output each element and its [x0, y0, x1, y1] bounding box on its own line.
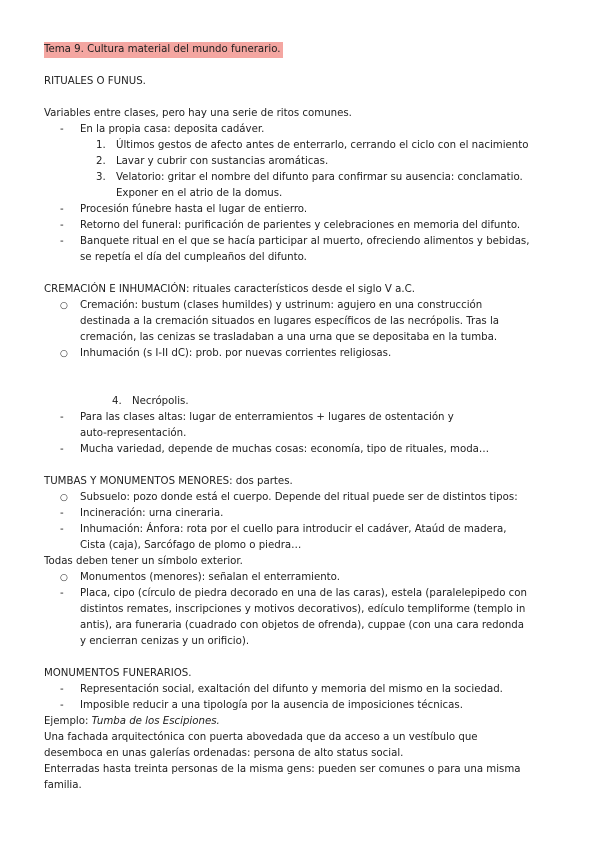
list-item-banquete: - Banquete ritual en el que se hacía participar al muerto, ofreciendo alimentos y bebidas,	[44, 234, 564, 250]
rituales-intro: Variables entre clases, pero hay una serie de ritos comunes.	[44, 108, 352, 119]
numbered-item-1: 1. Últimos gestos de afecto antes de enterrarlo, cerrando el ciclo con el nacimiento	[44, 138, 564, 154]
numbered-item-4: 4. Necrópolis.	[44, 394, 564, 410]
circle-marker: ○	[60, 349, 68, 359]
circle-item-monumentos: ○ Monumentos (menores): señalan el enterramiento.	[44, 570, 564, 586]
list-item-clases-altas-cont: auto-representación.	[80, 428, 187, 439]
list-item-placa-cont-2: antis), ara funeraria (cuadrado con objetos de ofrenda), cuppae (con una cara redonda	[80, 620, 524, 631]
list-item-placa-cont-3: y encierran cenizas y un orificio).	[80, 636, 250, 647]
numbered-item-3-cont: Exponer en el atrio de la domus.	[116, 188, 283, 199]
monumentos-heading: MONUMENTOS FUNERARIOS.	[44, 668, 192, 679]
dash-marker: -	[60, 444, 64, 455]
ejemplo-name: Tumba de los Escipiones.	[91, 716, 220, 727]
list-item-casa: - En la propia casa: deposita cadáver.	[44, 122, 564, 138]
circle-item-subsuelo: ○ Subsuelo: pozo donde está el cuerpo. Depende del ritual puede ser de distintos tipos:	[44, 490, 564, 506]
fachada-line-2: desemboca en unas galerías ordenadas: persona de alto status social.	[44, 748, 404, 759]
list-item-variedad: - Mucha variedad, depende de muchas cosas: economía, tipo de rituales, moda…	[44, 442, 564, 458]
circle-item-cremacion-cont-2: cremación, las cenizas se trasladaban a una urna que se depositaba en la tumba.	[80, 332, 498, 343]
dash-marker: -	[60, 684, 64, 695]
dash-marker: -	[60, 588, 64, 599]
ejemplo-line: Ejemplo: Tumba de los Escipiones.	[44, 716, 220, 727]
circle-marker: ○	[60, 301, 68, 311]
list-item-placa-cont-1: distintos remates, inscripciones y motivos decorativos), edículo templiforme (templo in	[80, 604, 526, 615]
title-line	[44, 42, 564, 58]
numbered-item-2: 2. Lavar y cubrir con sustancias aromáticas.	[44, 154, 564, 170]
list-item-clases-altas: - Para las clases altas: lugar de enterramientos + lugares de ostentación y	[44, 410, 564, 426]
dash-marker: -	[60, 124, 64, 135]
dash-marker: -	[60, 236, 64, 247]
list-item-banquete-cont: se repetía el día del cumpleaños del difunto.	[80, 252, 307, 263]
number-marker: 4.	[112, 396, 122, 407]
list-item-placa: - Placa, cipo (círculo de piedra decorado en una de las caras), estela (paralelepipedo con	[44, 586, 564, 602]
circle-marker: ○	[60, 493, 68, 503]
number-marker: 2.	[96, 156, 106, 167]
circle-item-cremacion-cont-1: destinada a la cremación situados en lugares específicos de las necrópolis. Tras la	[80, 316, 500, 327]
tumbas-heading: TUMBAS Y MONUMENTOS MENORES: dos partes.	[44, 476, 293, 487]
numbered-item-3: 3. Velatorio: gritar el nombre del difunto para confirmar su ausencia: conclamatio.	[44, 170, 564, 186]
dash-marker: -	[60, 412, 64, 423]
document-title: Tema 9. Cultura material del mundo funerario.	[44, 42, 283, 58]
list-item-procesion: - Procesión fúnebre hasta el lugar de entierro.	[44, 202, 564, 218]
enterradas-line-1: Enterradas hasta treinta personas de la misma gens: pueden ser comunes o para una misma	[44, 764, 521, 775]
document-page	[44, 42, 564, 794]
list-item-imposible: - Imposible reducir a una tipología por la ausencia de imposiciones técnicas.	[44, 698, 564, 714]
number-marker: 1.	[96, 140, 106, 151]
dash-marker: -	[60, 204, 64, 215]
dash-marker: -	[60, 508, 64, 519]
enterradas-line-2: familia.	[44, 780, 82, 791]
fachada-line-1: Una fachada arquitectónica con puerta abovedada que da acceso a un vestíbulo que	[44, 732, 478, 743]
list-item-representacion: - Representación social, exaltación del difunto y memoria del mismo en la sociedad.	[44, 682, 564, 698]
circle-marker: ○	[60, 573, 68, 583]
cremacion-heading: CREMACIÓN E INHUMACIÓN: rituales característicos desde el siglo V a.C.	[44, 284, 415, 295]
list-item-inhumacion: - Inhumación: Ánfora: rota por el cuello para introducir el cadáver, Ataúd de madera,	[44, 522, 564, 538]
dash-marker: -	[60, 220, 64, 231]
rituales-heading: RITUALES O FUNUS.	[44, 76, 146, 87]
list-item-incineracion: - Incineración: urna cineraria.	[44, 506, 564, 522]
list-item-inhumacion-cont: Cista (caja), Sarcófago de plomo o piedra…	[80, 540, 302, 551]
circle-item-inhumacion: ○ Inhumación (s I-II dC): prob. por nuevas corrientes religiosas.	[44, 346, 564, 362]
list-item-retorno: - Retorno del funeral: purificación de parientes y celebraciones en memoria del difunto.	[44, 218, 564, 234]
dash-marker: -	[60, 700, 64, 711]
circle-item-cremacion: ○ Cremación: bustum (clases humildes) y ustrinum: agujero en una construcción	[44, 298, 564, 314]
dash-marker: -	[60, 524, 64, 535]
todas-line: Todas deben tener un símbolo exterior.	[44, 556, 243, 567]
number-marker: 3.	[96, 172, 106, 183]
